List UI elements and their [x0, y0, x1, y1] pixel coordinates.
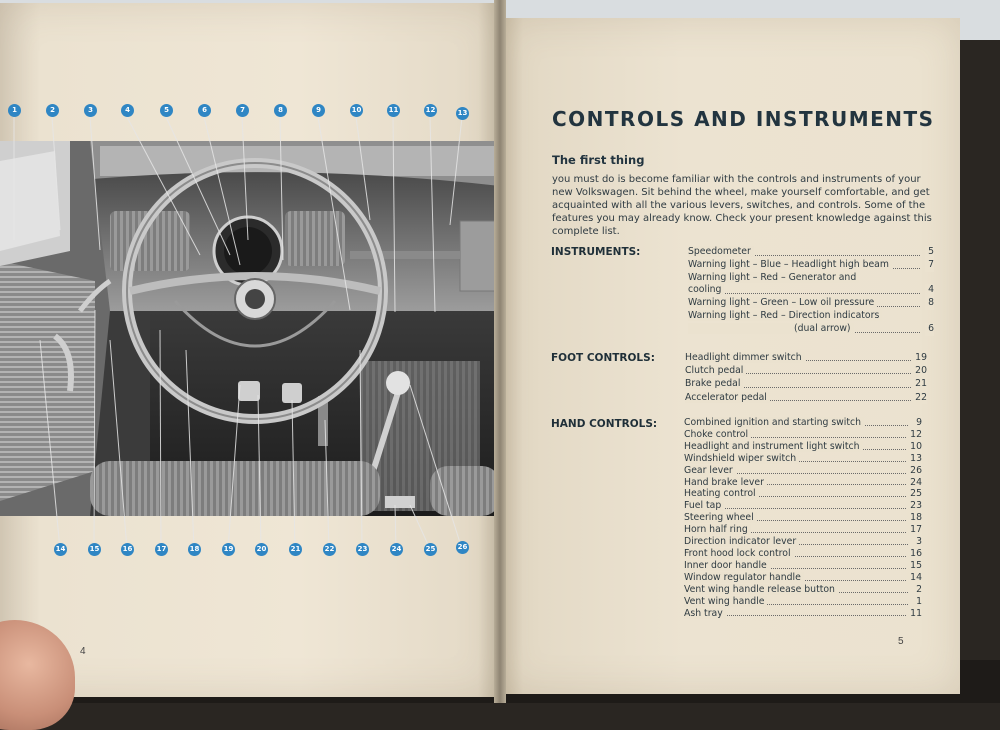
- instruments-list: [688, 246, 934, 336]
- hand-controls-list: [684, 417, 922, 619]
- list-item-label: Horn half ring: [684, 524, 751, 535]
- list-item: [684, 560, 922, 572]
- callout-16: 16: [121, 543, 134, 556]
- list-item-page: 20: [912, 364, 927, 377]
- list-item: [684, 429, 922, 441]
- dashboard-illustration: [0, 141, 500, 516]
- list-item: [684, 524, 922, 536]
- hand-controls-heading: HAND CONTROLS:: [551, 418, 658, 430]
- list-item-label: Hand brake lever: [684, 477, 767, 488]
- list-item: [684, 584, 922, 596]
- list-item-label: Front hood lock control: [684, 548, 794, 559]
- list-item-label: Window regulator handle: [684, 572, 804, 583]
- list-item: [684, 548, 922, 560]
- list-item-label: Inner door handle: [684, 560, 770, 571]
- list-item-page: 13: [907, 453, 922, 465]
- callout-19: 19: [222, 543, 235, 556]
- callout-11: 11: [387, 104, 400, 117]
- list-item: [684, 465, 922, 477]
- list-item-label: Gear lever: [684, 465, 736, 476]
- list-item: [685, 364, 927, 377]
- list-item: [684, 453, 922, 465]
- list-item: [685, 377, 927, 390]
- list-item-page: 2: [913, 584, 922, 596]
- list-item: [684, 500, 922, 512]
- callout-8: 8: [274, 104, 287, 117]
- callout-20: 20: [255, 543, 268, 556]
- list-item-page: 22: [912, 391, 927, 404]
- callout-26: 26: [456, 541, 469, 554]
- list-item: [684, 608, 922, 620]
- list-item-page: 17: [907, 524, 922, 536]
- list-item: [685, 391, 927, 404]
- callout-1: 1: [8, 104, 21, 117]
- callout-4: 4: [121, 104, 134, 117]
- list-item-page: 10: [907, 441, 922, 453]
- callout-9: 9: [312, 104, 325, 117]
- list-item-page: 21: [912, 377, 927, 390]
- callout-21: 21: [289, 543, 302, 556]
- list-item-label: Warning light – Red – Generator and: [688, 272, 859, 283]
- list-item: [684, 441, 922, 453]
- list-item-label: Warning light – Green – Low oil pressure: [688, 297, 877, 308]
- list-item-page: 6: [925, 323, 934, 336]
- list-item-label: Headlight dimmer switch: [685, 352, 805, 363]
- callout-18: 18: [188, 543, 201, 556]
- list-item-label: Accelerator pedal: [685, 392, 770, 403]
- callout-15: 15: [88, 543, 101, 556]
- list-item-page: 25: [907, 488, 922, 500]
- callout-14: 14: [54, 543, 67, 556]
- list-item-page: 26: [907, 465, 922, 477]
- instruments-heading: INSTRUMENTS:: [551, 246, 641, 258]
- list-item: [684, 488, 922, 500]
- list-item-label: Speedometer: [688, 246, 754, 257]
- section-subtitle: The first thing: [552, 153, 645, 167]
- list-item-label: Brake pedal: [685, 378, 743, 389]
- list-item-label: cooling: [688, 284, 724, 295]
- list-item-page: 11: [907, 608, 922, 620]
- intro-paragraph: you must do is become familiar with the controls and instruments of your new Volkswagen. Sit behind the wheel, make yourself comfortable, and get acquainted with all the various levers, switches, and controls. Some of the features you may already know. Check your present knowledge against this complete list.: [552, 174, 932, 237]
- list-item-page: 15: [907, 560, 922, 572]
- callout-25: 25: [424, 543, 437, 556]
- list-item: [688, 323, 934, 336]
- list-item-label: Fuel tap: [684, 500, 724, 511]
- list-item-page: 5: [925, 246, 934, 259]
- callout-24: 24: [390, 543, 403, 556]
- left-page-number: 4: [80, 646, 86, 657]
- list-item-page: 7: [925, 259, 934, 272]
- list-item: [684, 512, 922, 524]
- dashboard-photo: [0, 141, 500, 516]
- callout-12: 12: [424, 104, 437, 117]
- list-item-page: 14: [907, 572, 922, 584]
- list-item-label: Combined ignition and starting switch: [684, 417, 864, 428]
- list-item-label: Direction indicator lever: [684, 536, 799, 547]
- list-item: [688, 297, 934, 310]
- list-item-page: 12: [907, 429, 922, 441]
- callout-13: 13: [456, 107, 469, 120]
- list-item: [688, 259, 934, 272]
- callout-10: 10: [350, 104, 363, 117]
- list-item: [688, 310, 934, 323]
- callout-22: 22: [323, 543, 336, 556]
- list-item-label: Vent wing handle release button: [684, 584, 838, 595]
- list-item-label: Choke control: [684, 429, 751, 440]
- page-title: CONTROLS AND INSTRUMENTS: [552, 107, 935, 131]
- list-item: [684, 572, 922, 584]
- list-item-page: 3: [913, 536, 922, 548]
- list-item-page: 19: [912, 351, 927, 364]
- list-item: [688, 272, 934, 285]
- list-item-page: 18: [907, 512, 922, 524]
- callout-17: 17: [155, 543, 168, 556]
- list-item-label: Headlight and instrument light switch: [684, 441, 863, 452]
- book-gutter: [494, 0, 506, 703]
- list-item: [688, 284, 934, 297]
- callout-3: 3: [84, 104, 97, 117]
- list-item-page: 9: [913, 417, 922, 429]
- callout-6: 6: [198, 104, 211, 117]
- callout-23: 23: [356, 543, 369, 556]
- list-item-label: (dual arrow): [688, 323, 854, 334]
- list-item-label: Heating control: [684, 488, 759, 499]
- list-item-page: 16: [907, 548, 922, 560]
- list-item: [684, 417, 922, 429]
- list-item-page: 24: [907, 477, 922, 489]
- list-item: [684, 596, 922, 608]
- list-item-label: Steering wheel: [684, 512, 757, 523]
- list-item: [684, 477, 922, 489]
- list-item-label: Warning light – Blue – Headlight high beam: [688, 259, 892, 270]
- list-item-label: Ash tray: [684, 608, 726, 619]
- foot-controls-heading: FOOT CONTROLS:: [551, 352, 655, 364]
- list-item: [684, 536, 922, 548]
- list-item-page: 4: [925, 284, 934, 297]
- list-item: [688, 246, 934, 259]
- list-item-label: Warning light – Red – Direction indicators: [688, 310, 882, 321]
- callout-2: 2: [46, 104, 59, 117]
- list-item-page: 8: [925, 297, 934, 310]
- callout-5: 5: [160, 104, 173, 117]
- list-item: [685, 351, 927, 364]
- callout-7: 7: [236, 104, 249, 117]
- list-item-page: 23: [907, 500, 922, 512]
- list-item-label: Clutch pedal: [685, 365, 746, 376]
- list-item-page: 1: [913, 596, 922, 608]
- foot-controls-list: [685, 351, 927, 404]
- list-item-label: Vent wing handle: [684, 596, 767, 607]
- list-item-label: Windshield wiper switch: [684, 453, 799, 464]
- right-page-number: 5: [898, 636, 904, 647]
